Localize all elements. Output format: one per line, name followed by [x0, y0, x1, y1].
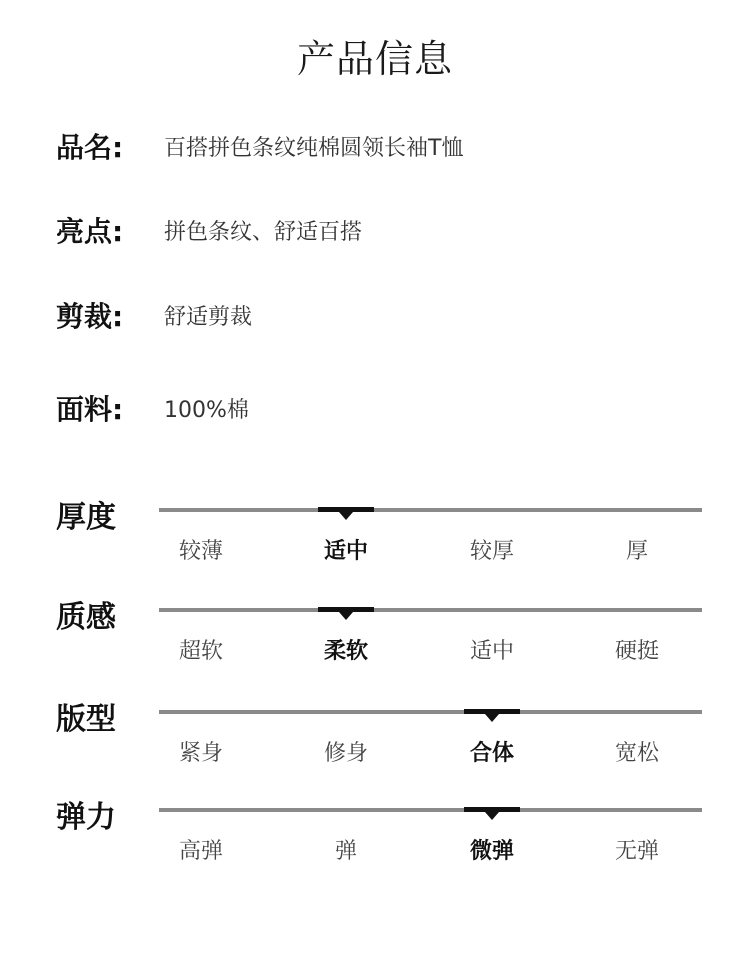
info-label: 面料: — [56, 393, 124, 426]
scale-label: 弹力 — [56, 800, 116, 835]
info-row-name — [56, 126, 463, 166]
scale-options — [159, 634, 739, 664]
scale-option: 厚 — [625, 539, 648, 564]
info-value: 舒适剪裁 — [164, 304, 253, 330]
scale-label: 质感 — [56, 600, 116, 635]
scale-option: 硬挺 — [614, 639, 659, 664]
scale-option: 宽松 — [614, 741, 659, 766]
scale-thickness — [56, 500, 706, 598]
scale-marker — [318, 607, 374, 612]
scale-label: 厚度 — [56, 500, 116, 535]
scale-option: 合体 — [469, 741, 514, 766]
scale-option: 微弹 — [469, 839, 514, 864]
scale-option: 较薄 — [178, 539, 223, 564]
scale-option: 弹 — [334, 839, 357, 864]
scale-fit — [56, 702, 706, 800]
scale-texture — [56, 600, 706, 698]
scale-marker — [318, 507, 374, 512]
scale-options — [159, 534, 739, 564]
scale-track — [159, 608, 702, 612]
scale-marker — [464, 709, 520, 714]
scale-option: 柔软 — [323, 639, 368, 664]
scale-option: 超软 — [178, 639, 223, 664]
scale-option: 无弹 — [614, 839, 659, 864]
scale-options — [159, 736, 739, 766]
scale-options — [159, 834, 739, 864]
scale-elasticity — [56, 800, 706, 898]
page-title: 产品信息 — [296, 37, 453, 81]
scale-track — [159, 710, 702, 714]
info-row-cut — [56, 295, 252, 335]
scale-option: 修身 — [323, 741, 368, 766]
scale-marker — [464, 807, 520, 812]
info-label: 品名: — [56, 131, 124, 164]
scale-option: 较厚 — [469, 539, 514, 564]
info-value: 百搭拼色条纹纯棉圆领长袖T恤 — [164, 135, 464, 161]
scale-track — [159, 808, 702, 812]
info-value: 100%棉 — [164, 397, 249, 423]
scale-track — [159, 508, 702, 512]
info-label: 剪裁: — [56, 300, 124, 333]
info-value: 拼色条纹、舒适百搭 — [164, 219, 363, 245]
scale-option: 适中 — [469, 639, 514, 664]
scale-option: 高弹 — [178, 839, 223, 864]
info-row-fabric — [56, 388, 249, 428]
scale-option: 紧身 — [178, 741, 223, 766]
scale-option: 适中 — [323, 539, 368, 564]
info-label: 亮点: — [56, 215, 124, 248]
scale-label: 版型 — [56, 702, 116, 737]
info-row-highlights — [56, 210, 362, 250]
